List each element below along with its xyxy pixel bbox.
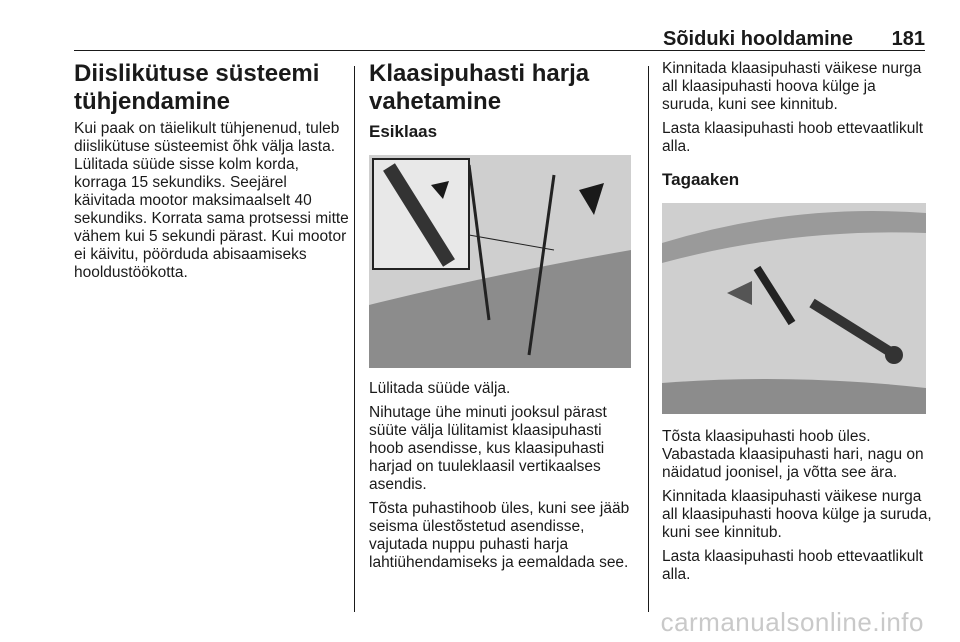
column-divider-2 bbox=[648, 66, 649, 612]
subheading-windshield: Esiklaas bbox=[369, 122, 438, 141]
diesel-paragraph: Kui paak on täielikult tühjenenud, tuleb diislikütuse süsteemist õhk välja lasta. Lülitada süüde sisse kolm korda, korraga 15 sekundiks. Seejärel käivitada mootor maksimaalselt 40 sekundiks. Korrata sama protsessi mitte vähem kui 5 sekundi pärast. Kui mootor ei käivitu, pöörduda abisaamiseks hooldustöökotta. bbox=[74, 120, 349, 281]
header-divider bbox=[74, 50, 925, 51]
subheading-rear-window: Tagaaken bbox=[662, 170, 740, 189]
rear-wiper-step-3: Lasta klaasipuhasti hoob ettevaatlikult alla. bbox=[662, 548, 924, 583]
wiper-step-1: Lülitada süüde välja. bbox=[369, 380, 511, 397]
column-3 bbox=[662, 60, 930, 190]
wiper-step-3: Tõsta puhastihoob üles, kuni see jääb seisma ülestõstetud asendisse, vajutada nuppu puhasti harja lahtiühendamiseks ja eemaldada see. bbox=[369, 500, 630, 571]
column-2-text bbox=[369, 380, 639, 578]
rear-wiper-step-2: Kinnitada klaasipuhasti väikese nurga all klaasipuhasti hoova külge ja suruda, kuni see kinnitub. bbox=[662, 488, 932, 541]
page-number: 181 bbox=[891, 28, 925, 50]
watermark: carmanualsonline.info bbox=[660, 607, 924, 637]
front-wiper-illustration bbox=[369, 155, 631, 368]
front-wiper-drawing bbox=[369, 155, 631, 368]
rear-wiper-illustration bbox=[662, 203, 926, 414]
wiper-step-2: Nihutage ühe minuti jooksul pärast süüte välja lülitamist klaasipuhasti hoob asendisse, kus klaasipuhasti harjad on tuuleklaasil vertikaalses asendis. bbox=[369, 404, 607, 493]
column-divider-1 bbox=[354, 66, 355, 612]
page-title: Sõiduki hooldamine bbox=[662, 28, 853, 50]
column-3-text bbox=[662, 428, 932, 590]
column-1 bbox=[74, 60, 350, 288]
page-header bbox=[74, 26, 925, 52]
section-heading-wiper: Klaasipuhasti harja vahetamine bbox=[369, 60, 590, 115]
wiper-lower-text: Lasta klaasipuhasti hoob ettevaatlikult alla. bbox=[662, 120, 924, 155]
section-heading-diesel: Diislikütuse süsteemi tühjendamine bbox=[74, 60, 320, 115]
rear-wiper-step-1: Tõsta klaasipuhasti hoob üles. Vabastada klaasipuhasti hari, nagu on näidatud joonisel, ja võtta see ära. bbox=[662, 428, 924, 481]
rear-wiper-drawing bbox=[662, 203, 926, 414]
column-2 bbox=[369, 60, 637, 142]
wiper-attach-text: Kinnitada klaasipuhasti väikese nurga all klaasipuhasti hoova külge ja suruda, kuni see kinnitub. bbox=[662, 60, 922, 113]
